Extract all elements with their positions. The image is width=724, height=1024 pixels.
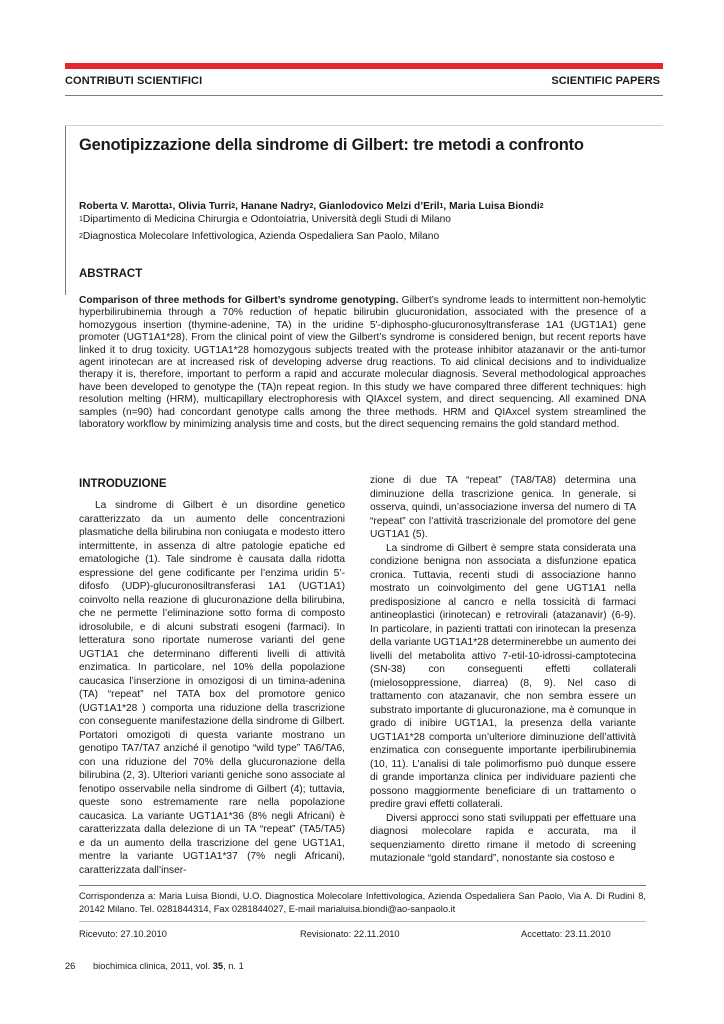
intro-column-right bbox=[370, 474, 636, 866]
introduction-heading: INTRODUZIONE bbox=[79, 478, 167, 490]
paragraph: Diversi approcci sono stati sviluppati per effettuare una diagnosi molecolare rapida e accurata, ma il sequenziamento diretto rimane il metodo di screening mutazionale “gold standard”, nonostante sia costoso e bbox=[370, 812, 636, 864]
intro-column-left bbox=[79, 499, 345, 877]
author: Roberta V. Marotta$^1$, bbox=[79, 201, 179, 212]
header-accent-bar bbox=[65, 63, 663, 69]
correspondence-note: Corrispondenza a: Maria Luisa Biondi, U.O. Diagnostica Molecolare Infettivologica, Azienda Ospedaliera San Paolo, Via A. Di Rudinì 8, 20142 Milano. Tel. 0281844314, Fax 0281844027, E-mail marialuisa.biondi@ao-sanpaolo.it bbox=[79, 891, 646, 914]
section-label-italian: CONTRIBUTI SCIENTIFICI bbox=[65, 75, 203, 87]
affiliation: $^1$Dipartimento di Medicina Chirurgia e Odontoiatria, Università degli Studi di Milano bbox=[79, 214, 451, 225]
journal-citation: biochimica clinica, 2011, vol. 35, n. 1 bbox=[93, 961, 244, 971]
section-label-english: SCIENTIFIC PAPERS bbox=[551, 75, 660, 87]
author: Olivia Turri$^2$, bbox=[178, 201, 241, 212]
title-box-left-border bbox=[65, 125, 66, 295]
dates-divider bbox=[79, 921, 646, 922]
abstract-heading: ABSTRACT bbox=[79, 268, 143, 280]
footnote-divider bbox=[79, 885, 646, 886]
author: Hanane Nadry$^2$, bbox=[240, 201, 319, 212]
affiliation: $^2$Diagnostica Molecolare Infettivologica, Azienda Ospedaliera San Paolo, Milano bbox=[79, 231, 440, 242]
page-number: 26 bbox=[65, 961, 76, 971]
header-divider bbox=[65, 95, 663, 96]
paragraph: La sindrome di Gilbert è sempre stata considerata una condizione benigna non associata a disfunzione epatica cronica. Tuttavia, recenti studi di associazione hanno mostrato un coinvolgimento del gene UGT1A1 nella predisposizione al cancro e nella tossicità di farmaci antineoplastici (irinotecan) e retrovirali (atazanavir) (6-9). In particolare, in pazienti trattati con irinotecan la presenza della variante UGT1A1*28 determinerebbe un aumento dei livelli del metabolita attivo 7-etil-10-idrossi-camptotecina (SN-38) con conseguenti effetti collaterali (mielosoppressione, diarrea) (8, 9). Nel caso di trattamento con atazanavir, che non sembra essere un substrato importante di glucuronazione, ma è comunque in grado di inibire UGT1A1, la presenza della variante UGT1A1*28 comporta un’ulteriore diminuzione dell’attività enzimatica con conseguente importante iperbilirubinemia (10, 11). L’analisi di tale polimorfismo può dunque essere di grande importanza clinica per individuare pazienti che possono maggiormente beneficiare di un trattamento o predire gravi effetti collaterali. bbox=[370, 542, 636, 810]
date-revised: Revisionato: 22.11.2010 bbox=[300, 929, 400, 939]
journal-volume: 35 bbox=[212, 961, 224, 971]
paragraph: La sindrome di Gilbert è un disordine genetico caratterizzato da un aumento delle concentrazioni plasmatiche della bilirubina non coniugata e modesto ittero intermittente, in assenza di altre patologie epatiche ed ematologiche (1). Tale sindrome è causata dalla ridotta espressione del gene codificante per l’enzima uridin 5’-difosfo (UDP)-glucuronosiltransferasi 1A1 (UGT1A1) coinvolto nella reazione di glucuronazione della bilirubina, che ne permette l’eliminazione sotto forma di composto idrosolubile, e di alcuni substrati esogeni (farmaci). In letteratura sono riportate numerose varianti del gene UGT1A1 che determinano differenti livelli di attività enzimatica. In particolare, nel 10% della popolazione caucasica l’inserzione in omozigosi di un timina-adenina (TA) “repeat” nel TATA box del promotore genico (UGT1A1*28 ) comporta una riduzione della trascrizione con conseguente manifestazione della sindrome di Gilbert. Portatori omozigoti di questa variante mostrano un genotipo TA7/TA7 anziché il genotipo “wild type” TA6/TA6, con una riduzione del 70% della glucuronazione della bilirubina (2, 3). Ulteriori varianti geniche sono associate al fenotipo osservabile nella sindrome di Gilbert (4); tuttavia, queste sono estremamente rare nella popolazione caucasica. La variante UGT1A1*36 (8% negli Africani) è caratterizzata dalla delezione di un TA “repeat” (TA5/TA5) e da un aumento della trascrizione del gene UGT1A1, mentre la variante UGT1A1*37 (7% negli Africani), caratterizzata dall’inser- bbox=[79, 500, 345, 876]
author: Maria Luisa Biondi$^2$ bbox=[449, 201, 544, 212]
date-accepted: Accettato: 23.11.2010 bbox=[521, 929, 611, 939]
abstract-lead: Comparison of three methods for Gilbert’s syndrome genotyping. bbox=[79, 295, 399, 306]
author: Gianlodovico Melzi d’Eril$^1$, bbox=[318, 201, 450, 212]
title-box-top-border bbox=[65, 125, 663, 126]
abstract-text: Comparison of three methods for Gilbert’s syndrome genotyping. Gilbert’s syndrome leads to intermittent non-hemolytic hyperbilirubinemia through a 70% reduction of hepatic bilirubin glucuronidation, associated with the presence of a homozygous insertion (thymine-adenine, TA) in the uridine 5'-diphospho-glucuronosyltransferase 1A1 (UGT1A1) gene promoter (UGT1A1*28). From the clinical point of view the Gilbert’s syndrome is considered benign, but recent reports have linked it to drug toxicity. UGT1A1*28 homozygous subjects treated with the protease inhibitor atazanavir or the anti-tumor agent irinotecan are at increased risk of developing adverse drug reactions. To aid clinical decisions and to individualize therapy it is, therefore, important to perform a rapid and accurate molecular diagnosis. Several methodological approaches have been developed to genotype the (TA)n repeat region. In this study we have compared three different techniques: high resolution melting (HRM), multicapillary electrophoresis with QIAxcel system, and direct sequencing. All examined DNA samples (n=90) had concordant genotype calls among the three methods. HRM and QIAxcel system streamlined the laboratory workflow by minimizing analysis time and costs, but the direct sequencing remains the gold standard method. bbox=[79, 295, 646, 431]
article-title: Genotipizzazione della sindrome di Gilbert: tre metodi a confronto bbox=[79, 136, 584, 154]
paragraph: zione di due TA “repeat” (TA8/TA8) determina una diminuzione della trascrizione genica. In generale, si osserva, quindi, un’associazione inversa del numero di TA “repeat” con l’attività trascrizionale del promotore del gene UGT1A1 (5). bbox=[370, 475, 636, 540]
date-received: Ricevuto: 27.10.2010 bbox=[79, 929, 167, 939]
